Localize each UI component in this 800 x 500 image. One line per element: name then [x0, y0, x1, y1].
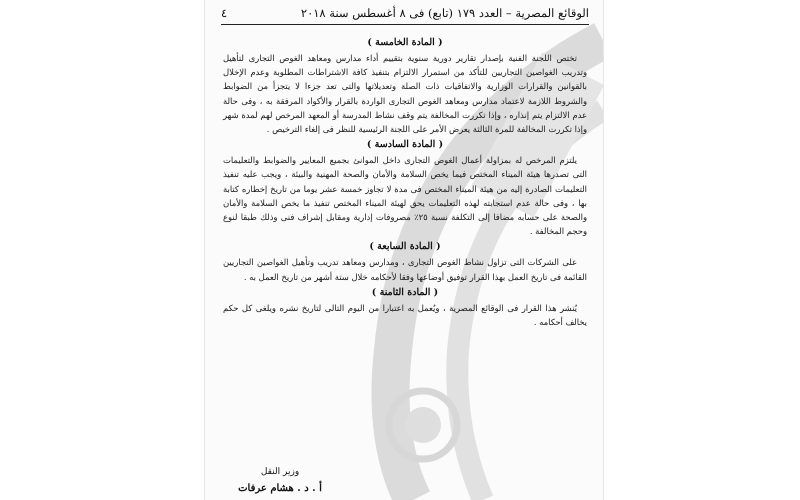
signatory-name: أ . د . هشام عرفات — [238, 483, 322, 494]
article-7-text: على الشركات التى تزاول نشاط الغوص التجارى ، ومدارس ومعاهد تدريب وتأهيل الغواصين التجاريين القائمة فى تاريخ العمل بهذا القرار توفيق أوضاعها وفقا لأحكامه خلال ستة أشهر من تاريخ العمل به . — [223, 257, 587, 282]
article-8-heading: ( المادة الثامنة ) — [371, 286, 439, 298]
article-7-heading: ( المادة السابعة ) — [369, 241, 441, 253]
signatory-role: وزير النقل — [260, 467, 300, 477]
document-body — [223, 34, 587, 494]
article-8-text: يُنشر هذا القرار فى الوقائع المصرية ، ويُعمل به اعتبارا من اليوم التالى لتاريخ نشره ويلغى كل حكم يخالف أحكامه . — [223, 302, 587, 327]
article-6-heading: ( المادة السادسة ) — [366, 139, 444, 151]
article-5-heading: ( المادة الخامسة ) — [367, 37, 443, 48]
gazette-page — [205, 0, 603, 500]
page-number: ٤ — [221, 6, 228, 20]
article-5-text: تختص اللجنة الفنية بإصدار تقارير دورية سنوية بتقييم أداء مدارس ومعاهد الغوص التجارى لتأهيل وتدريب الغواصين التجاريين للتأكد من استمرار الالتزام بتنفيذ كافة الاشتراطات المطلوبة وعدم الإخلال بالقوانين والقرارات الوزارية والاتفاقيات ذات الصلة وتعديلاتها والتى تعد جزءا لا يتجزأ من الضوابط والشروط اللازمة لاعتماد مدارس ومعاهد الغوص التجارى الواردة بالقرار والأكواد المرفقة به ، وفى حالة عدم الالتزام يتم إنذاره ، وإذا تكررت المخالفة يتم وقف نشاط المدرسة أو المعهد المرخص لهم لمدة شهر وإذا تكررت المخالفة للمرة الثالثة يعرض الأمر على اللجنة الرئيسية للنظر فى إلغاء الترخيص . — [223, 53, 587, 134]
header-title: الوقائع المصرية – العدد ١٧٩ (تابع) فى ٨ أغسطس سنة ٢٠١٨ — [300, 6, 589, 20]
article-6-text: يلتزم المرخص له بمزاولة أعمال الغوص التجارى داخل الموانئ بجميع المعايير والضوابط والتعليمات التى تصدرها هيئة الميناء المختص فيما يخص السلامة والأمان والصحة المهنية والبيئة ، ويجب عليه تنفيذ التعليمات الصادرة إليه من هيئة الميناء المختص فى مدة لا تجاوز خمسة عشر يوما من تاريخ إخطاره كتابة بها ، وفى حالة عدم استجابته لهذه التعليمات يحق لهيئة الميناء المختص تنفيذ ما يخص السلامة والأمان والصحة على حسابه مضافا إلى التكلفة نسبة ٢٥٪ مصروفات إدارية ومقابل إشراف فنى وذلك طبقا لنوع وحجم المخالفة . — [223, 155, 587, 237]
page-header — [221, 6, 589, 25]
signature-block — [225, 467, 335, 494]
